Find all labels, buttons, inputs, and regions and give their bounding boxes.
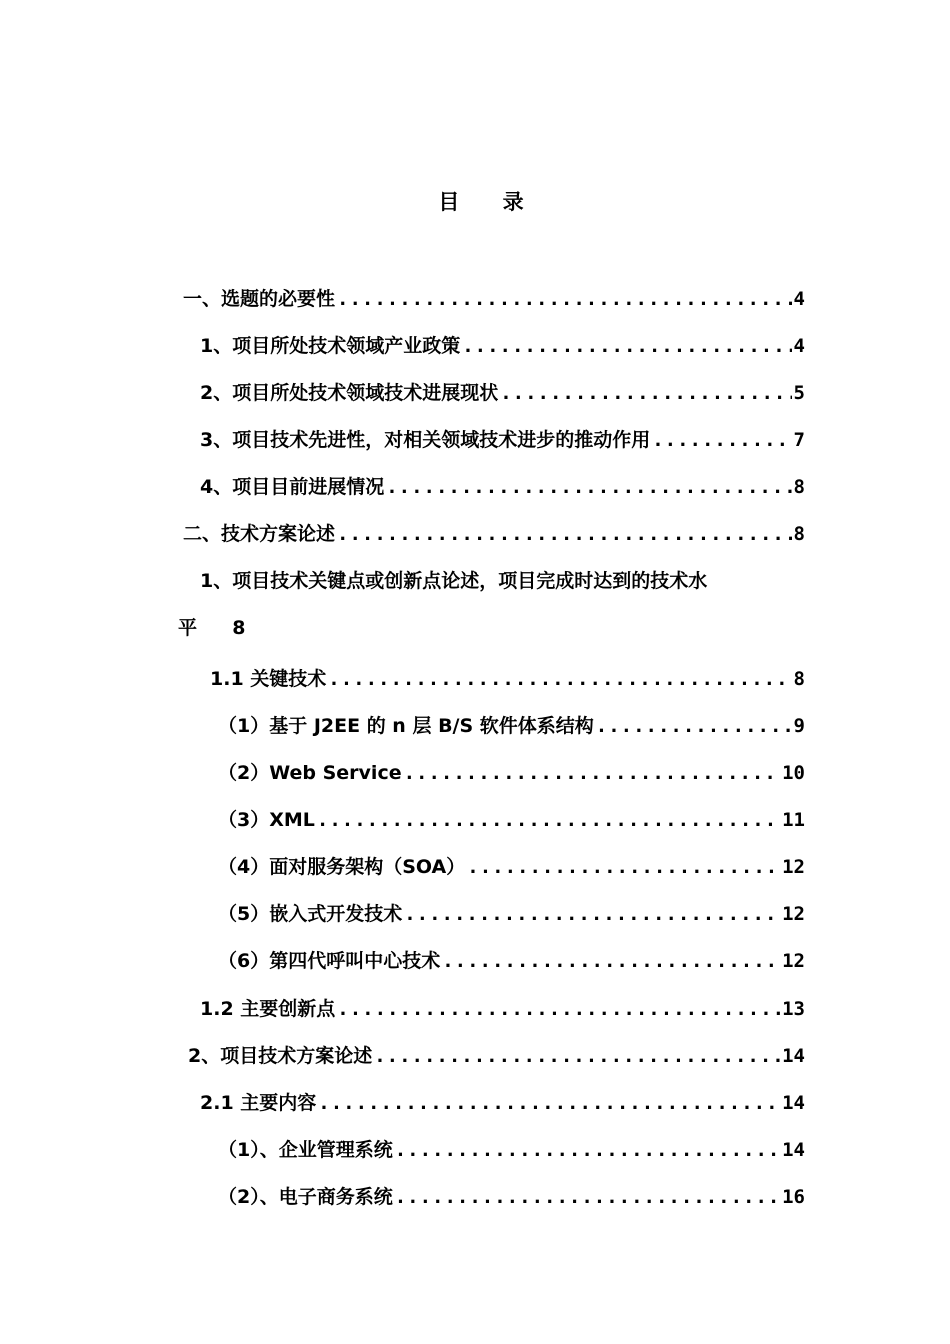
toc-entry-label: （1）、企业管理系统 bbox=[218, 1139, 393, 1161]
toc-page-number: 8 bbox=[793, 523, 805, 545]
dot-leader bbox=[337, 288, 792, 310]
toc-entry-label: 1.1 关键技术 bbox=[210, 668, 327, 690]
toc-entry-key-tech-5[interactable] bbox=[218, 899, 805, 926]
toc-entry-label: 1.2 主要创新点 bbox=[200, 998, 336, 1020]
toc-entry-1-1-key-tech[interactable] bbox=[210, 664, 805, 691]
dot-leader bbox=[467, 856, 780, 878]
dot-leader bbox=[374, 1045, 780, 1067]
toc-entry-1-4[interactable] bbox=[200, 472, 805, 499]
dot-leader bbox=[386, 476, 791, 498]
toc-entry-label: （5）嵌入式开发技术 bbox=[218, 903, 403, 925]
toc-page-number: 12 bbox=[782, 856, 805, 878]
toc-entry-label: （1）基于 J2EE 的 n 层 B/S 软件体系结构 bbox=[218, 715, 594, 737]
toc-entry-continuation: 平 bbox=[178, 617, 198, 639]
toc-entry-key-tech-3[interactable] bbox=[218, 805, 805, 832]
toc-entry-2-1-line1[interactable]: 1、项目技术关键点或创新点论述，项目完成时达到的技术水 bbox=[200, 570, 708, 592]
toc-entry-1-1[interactable] bbox=[200, 331, 805, 358]
toc-page-number: 12 bbox=[782, 903, 805, 925]
toc-page-number: 5 bbox=[793, 382, 805, 404]
toc-entry-1-2-innovation[interactable] bbox=[200, 994, 805, 1021]
toc-entry-section-1[interactable] bbox=[183, 284, 805, 311]
toc-entry-2-1-main-content[interactable] bbox=[200, 1088, 805, 1115]
toc-page-number: 14 bbox=[782, 1045, 805, 1067]
dot-leader bbox=[337, 523, 792, 545]
toc-entry-label: 4、项目目前进展情况 bbox=[200, 476, 385, 498]
toc-entry-label: （3）XML bbox=[218, 809, 315, 831]
toc-entry-label: 2.1 主要内容 bbox=[200, 1092, 317, 1114]
dot-leader bbox=[404, 903, 780, 925]
toc-entry-label: 2、项目技术方案论述 bbox=[188, 1045, 373, 1067]
toc-page-number: 16 bbox=[782, 1186, 805, 1208]
toc-page-number: 14 bbox=[782, 1092, 805, 1114]
toc-page-number: 8 bbox=[793, 476, 805, 498]
toc-page-number: 14 bbox=[782, 1139, 805, 1161]
dot-leader bbox=[442, 950, 780, 972]
toc-entry-label: 3、项目技术先进性，对相关领域技术进步的推动作用 bbox=[200, 429, 651, 451]
toc-entry-key-tech-6[interactable] bbox=[218, 946, 805, 973]
dot-leader bbox=[404, 762, 781, 784]
dot-leader bbox=[317, 809, 780, 831]
toc-entry-2-1-line2[interactable] bbox=[178, 613, 246, 640]
toc-entry-key-tech-4[interactable] bbox=[218, 852, 805, 879]
toc-page-number: 4 bbox=[793, 288, 805, 310]
page-title: 目 录 bbox=[438, 190, 542, 214]
dot-leader bbox=[462, 335, 791, 357]
toc-page-number: 8 bbox=[232, 617, 246, 639]
toc-entry-key-tech-2[interactable] bbox=[218, 758, 805, 785]
toc-entry-label: （2）Web Service bbox=[218, 762, 402, 784]
dot-leader bbox=[395, 1139, 780, 1161]
dot-leader bbox=[500, 382, 791, 404]
toc-entry-label: （4）面对服务架构（SOA） bbox=[218, 856, 466, 878]
toc-page-number: 10 bbox=[782, 762, 805, 784]
toc-entry-key-tech-1[interactable] bbox=[218, 711, 805, 738]
dot-leader bbox=[395, 1186, 780, 1208]
toc-page-number: 12 bbox=[782, 950, 805, 972]
dot-leader bbox=[596, 715, 792, 737]
toc-entry-label: 二、技术方案论述 bbox=[183, 523, 336, 545]
toc-entry-label: （6）第四代呼叫中心技术 bbox=[218, 950, 441, 972]
toc-entry-label: （2）、电子商务系统 bbox=[218, 1186, 393, 1208]
toc-page-number: 4 bbox=[793, 335, 805, 357]
toc-entry-label: 2、项目所处技术领域技术进展现状 bbox=[200, 382, 499, 404]
toc-entry-2-2[interactable] bbox=[188, 1041, 805, 1068]
toc-page-number: 9 bbox=[793, 715, 805, 737]
toc-entry-1-2[interactable] bbox=[200, 378, 805, 405]
dot-leader bbox=[328, 668, 791, 690]
dot-leader bbox=[318, 1092, 780, 1114]
toc-page-number: 7 bbox=[793, 429, 805, 451]
toc-page-number: 13 bbox=[782, 998, 805, 1020]
toc-entry-label: 一、选题的必要性 bbox=[183, 288, 336, 310]
toc-page-number: 11 bbox=[782, 809, 805, 831]
dot-leader bbox=[652, 429, 791, 451]
toc-entry-1-3[interactable] bbox=[200, 425, 805, 452]
toc-entry-content-1[interactable] bbox=[218, 1135, 805, 1162]
toc-entry-content-2[interactable] bbox=[218, 1182, 805, 1209]
toc-entry-label: 1、项目所处技术领域产业政策 bbox=[200, 335, 461, 357]
toc-entry-section-2[interactable] bbox=[183, 519, 805, 546]
dot-leader bbox=[337, 998, 780, 1020]
toc-page-number: 8 bbox=[793, 668, 805, 690]
